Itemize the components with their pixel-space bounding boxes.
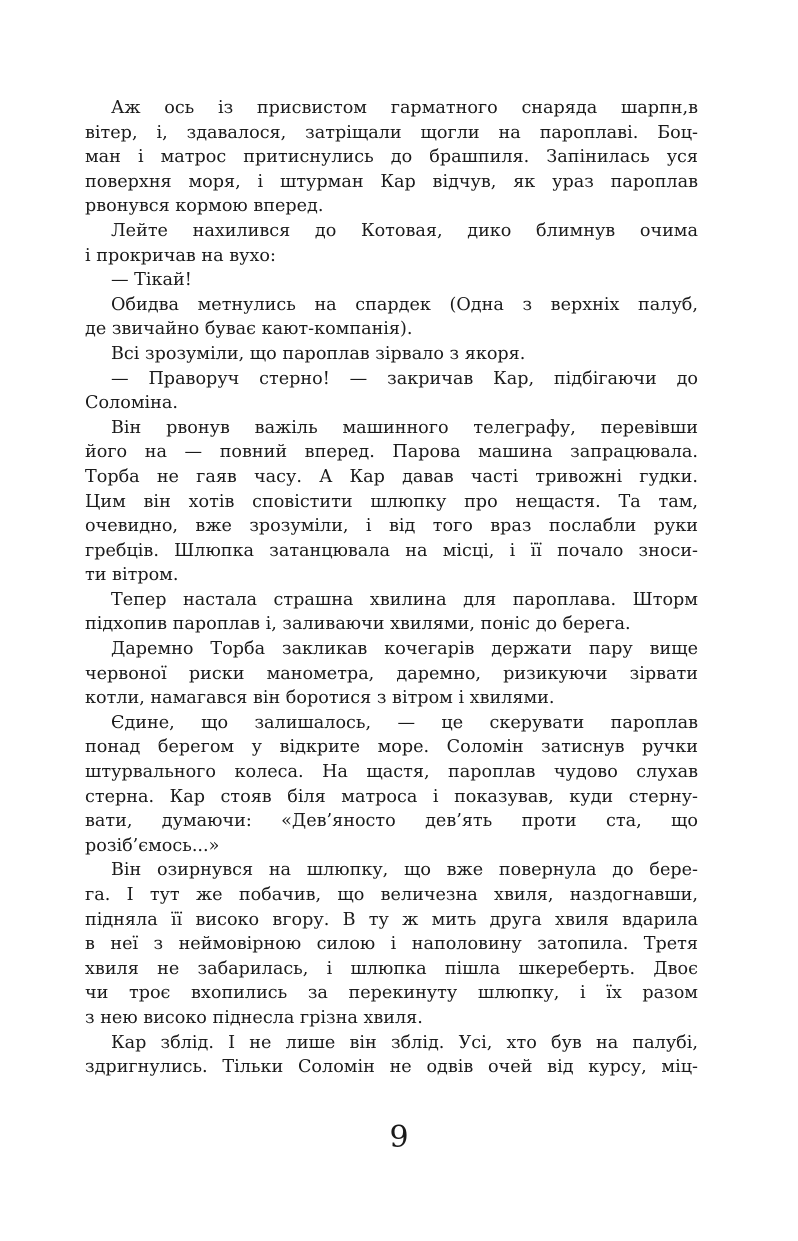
text-line: Кар зблід. І не лише він зблід. Усі, хто був на палубі, (111, 1032, 698, 1053)
text-line: вітер, і, здавалося, затріщали щогли на пароплаві. Боц- (85, 122, 698, 143)
paragraph (85, 342, 698, 367)
text-line: здригнулись. Тільки Соломін не одвів очей від курсу, міц- (85, 1057, 698, 1078)
text-line: Він озирнувся на шлюпку, що вже повернула до бере- (111, 860, 698, 881)
text-line: ти вітром. (85, 565, 179, 586)
text-line: хвиля не забарилась, і шлюпка пішла шкереберть. Двоє (85, 958, 698, 979)
text-line: рвонувся кормою вперед. (85, 196, 324, 217)
text-line: і прокричав на вухо: (85, 245, 276, 266)
text-line: Торба не гаяв часу. А Кар давав часті тривожні гудки. (85, 466, 698, 487)
text-line: з нею високо піднесла грізна хвиля. (85, 1007, 423, 1028)
text-line: Цим він хотів сповістити шлюпку про нещастя. Та там, (85, 491, 698, 512)
paragraph (85, 637, 698, 711)
text-line: гребців. Шлюпка затанцювала на місці, і її почало зноси- (85, 540, 698, 561)
text-line: де звичайно буває кают-компанія). (85, 319, 413, 340)
paragraph (85, 367, 698, 416)
text-line: — Праворуч стерно! — закричав Кар, підбігаючи до (111, 368, 698, 389)
paragraph (85, 858, 698, 1030)
text-line: Тепер настала страшна хвилина для пароплава. Шторм (111, 589, 698, 610)
page-body (85, 96, 698, 1080)
paragraph (85, 268, 698, 293)
text-line: штурвального колеса. На щастя, пароплав чудово слухав (85, 762, 698, 783)
text-line: Лейте нахилився до Котовая, дико блимнув очима (111, 220, 698, 241)
text-line: підхопив пароплав і, заливаючи хвилями, поніс до берега. (85, 614, 631, 635)
paragraph (85, 416, 698, 588)
paragraph (85, 293, 698, 342)
text-line: вати, думаючи: «Дев’яносто дев’ять проти ста, що (85, 811, 698, 832)
paragraph (85, 219, 698, 268)
text-line: Він рвонув важіль машинного телеграфу, перевівши (111, 417, 698, 438)
text-line: очевидно, вже зрозуміли, і від того враз послабли руки (85, 516, 698, 537)
paragraph (85, 96, 698, 219)
text-line: Обидва метнулись на спардек (Одна з верхніх палуб, (111, 294, 698, 315)
text-line: в неї з неймовірною силою і наполовину затопила. Третя (85, 934, 698, 955)
page-number: 9 (389, 1120, 409, 1155)
text-line: котли, намагався він боротися з вітром і хвилями. (85, 688, 555, 709)
text-line: ман і матрос притиснулись до брашпиля. Запінилась уся (85, 147, 698, 168)
paragraph (85, 1031, 698, 1080)
paragraph (85, 711, 698, 859)
text-line: його на — повний вперед. Парова машина запрацювала. (85, 442, 698, 463)
text-line: стерна. Кар стояв біля матроса і показував, куди стерну- (85, 786, 698, 807)
text-line: Аж ось із присвистом гарматного снаряда шарпн,в (111, 98, 698, 118)
text-line: червоної риски манометра, даремно, ризикуючи зірвати (85, 663, 698, 684)
text-line: — Тікай! (111, 270, 192, 291)
text-line: га. І тут же побачив, що величезна хвиля, наздогнавши, (85, 885, 698, 905)
text-line: поверхня моря, і штурман Кар відчув, як ураз пароплав (85, 171, 698, 192)
text-line: Соломіна. (85, 393, 178, 414)
text-line: розіб’ємось...» (85, 835, 220, 856)
text-line: Всі зрозуміли, що пароплав зірвало з якоря. (111, 343, 526, 364)
text-line: Єдине, що залишалось, — це скерувати пароплав (111, 712, 698, 733)
paragraph (85, 588, 698, 637)
text-line: підняла її високо вгору. В ту ж мить друга хвиля вдарила (85, 909, 698, 930)
text-line: Даремно Торба закликав кочегарів держати пару вище (111, 639, 698, 660)
text-line: понад берегом у відкрите море. Соломін затиснув ручки (85, 737, 698, 758)
text-line: чи троє вхопились за перекинуту шлюпку, і їх разом (85, 983, 698, 1004)
